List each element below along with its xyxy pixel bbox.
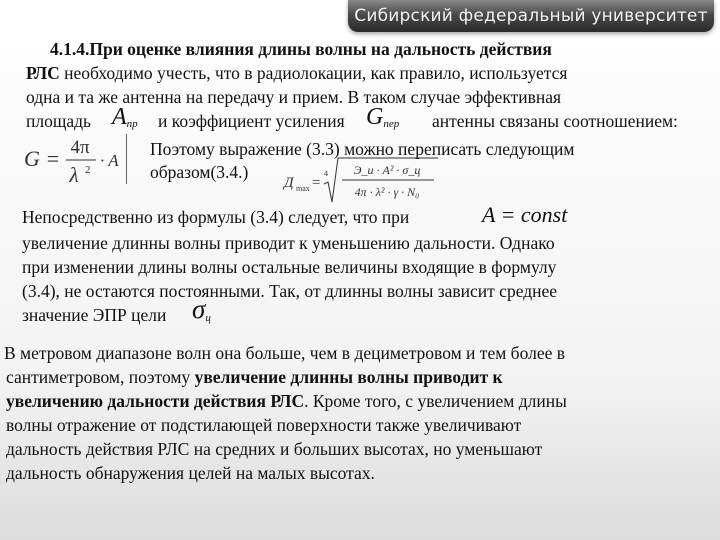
symbol-sigma-ts: $\sigma_ц$: [192, 294, 211, 324]
formula-d-den: 4π · λ² · γ · N₀: [354, 185, 420, 199]
p1-line3: одна и та же антенна на передачу и прием. В таком случае эффективная: [26, 87, 562, 107]
p4-line2: сантиметровом, поэтому увеличение длинны волны приводит к: [6, 367, 503, 387]
p2-line2: образом(3.4.): [150, 162, 249, 182]
symbol-a-pr: $A_{пр}$: [112, 104, 138, 130]
formula-d-lhs: Д: [284, 175, 294, 191]
symbol-g-per: $G_{пер}$: [366, 104, 400, 130]
p3-line2: увеличение длинны волны приводит к уменьшению дальности. Однако: [22, 233, 555, 253]
p4-line6: дальность обнаружения целей на малых высотах.: [6, 463, 375, 483]
p3-line3: при изменении длины волны остальные величины входящие в формулу: [22, 257, 557, 277]
p3-line4: (3.4), не остаются постоянными. Так, от длинны волны зависит среднее: [22, 281, 558, 301]
p1-line2-rest: необходимо учесть, что в радиолокации, как правило, используется: [59, 63, 568, 83]
header-banner: [348, 0, 714, 32]
p4-line2-bold: увеличение длинны волны приводит к: [194, 367, 503, 387]
formula-g-num: 4π: [70, 137, 90, 158]
p1-line2-bold: РЛС: [26, 63, 60, 83]
formula-divider: [126, 134, 127, 184]
p3-line1: Непосредственно из формулы (3.4) следует, что при: [22, 207, 410, 227]
formula-d-eq: =: [312, 175, 321, 191]
formula-g-den-pow: 2: [85, 164, 91, 176]
university-name: Сибирский федеральный университет: [354, 6, 708, 26]
p1-line1: 4.1.4.При оценке влияния длины волны на дальность действия: [50, 39, 552, 59]
p4-line5: дальность действия РЛС на средних и больших высотах, но уменьшают: [6, 439, 543, 459]
formula-d-lhs-sub: max: [296, 184, 310, 193]
formula-g-rhs: · A: [100, 151, 119, 170]
p1-line4-a: площадь: [26, 111, 91, 131]
p3-line5: значение ЭПР цели: [22, 305, 167, 325]
p3-cond-formula: A = const: [482, 202, 568, 227]
p4-line4: волны отражение от подстилающей поверхности также увеличивают: [6, 415, 522, 435]
formula-g-lhs: G =: [24, 146, 61, 171]
formula-d: [282, 154, 442, 208]
p4-line3: увеличению дальности действия РЛС. Кроме того, с увеличением длины: [6, 391, 567, 411]
formula-d-num: Э_и · A² · σ_ц: [353, 163, 421, 177]
formula-g: [22, 132, 126, 188]
p4-line1: В метровом диапазоне волн она больше, чем в дециметровом и тем более в: [4, 343, 565, 363]
p4-line3-bold: увеличению дальности действия РЛС: [6, 391, 305, 411]
formula-g-den: λ: [69, 163, 79, 187]
formula-d-root-index: 4: [324, 169, 328, 178]
p1-line4-c: антенны связаны соотношением:: [432, 111, 678, 131]
p1-line2: [26, 62, 567, 85]
p2-line1: Поэтому выражение (3.3) можно переписать следующим: [150, 139, 575, 159]
p1-line4-b: и коэффициент усиления: [158, 111, 345, 131]
